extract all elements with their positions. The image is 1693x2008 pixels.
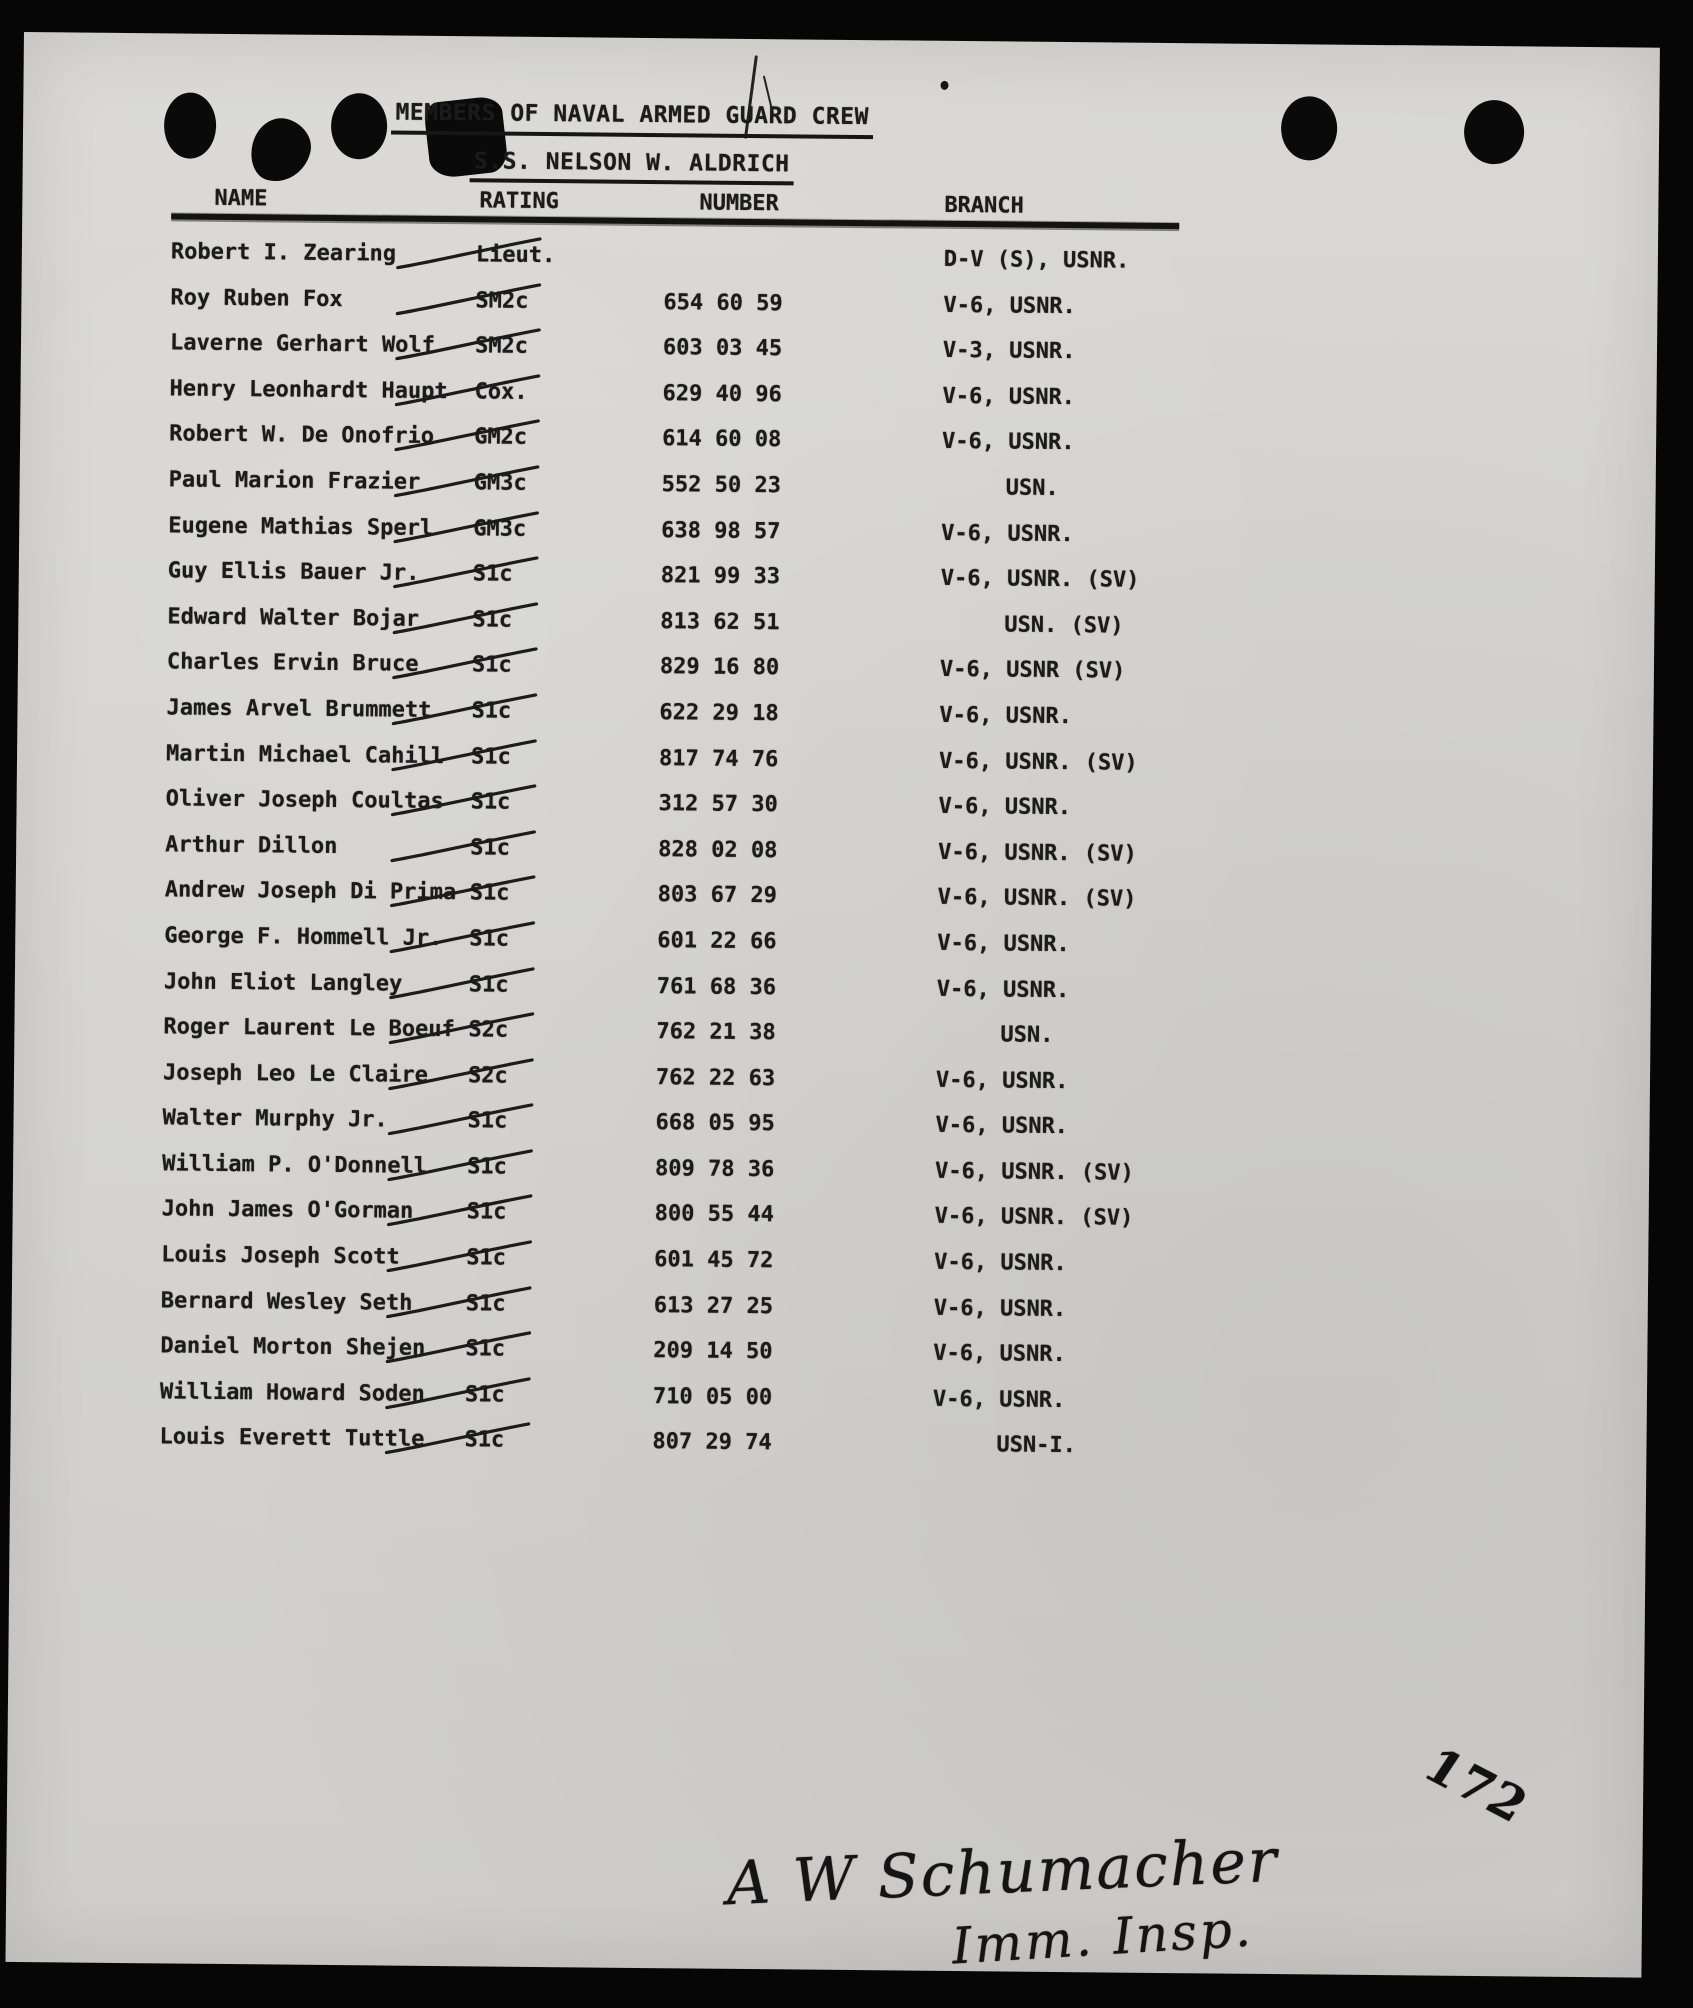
crew-number: 654 60 59 (663, 289, 783, 316)
crew-name: Paul Marion Frazier (168, 467, 421, 495)
crew-number: 552 50 23 (661, 472, 782, 499)
checkmark-slash-icon (388, 781, 538, 822)
crew-rating: S1c (464, 1427, 505, 1454)
crew-rating: S2c (468, 1017, 509, 1043)
crew-branch: V-6, USNR. (932, 1386, 1066, 1413)
crew-number: 821 99 33 (660, 563, 781, 590)
crew-name: Charles Ervin Bruce (166, 649, 419, 678)
crew-name: Eugene Mathias Sperl (168, 512, 434, 541)
crew-name: John James O'Gorman (161, 1196, 414, 1225)
crew-name: Martin Michael Cahill (165, 740, 445, 769)
crew-branch: V-6, USNR (SV) (939, 657, 1126, 684)
crew-rating: S1c (465, 1336, 506, 1362)
crew-branch: V-6, USNR. (SV) (938, 839, 1137, 867)
crew-name: Louis Everett Tuttle (159, 1424, 425, 1453)
crew-number: 762 22 63 (655, 1064, 776, 1091)
crew-number: 762 21 38 (656, 1019, 776, 1046)
crew-branch: V-6, USNR. (936, 976, 1070, 1003)
crew-branch: V-6, USNR. (942, 383, 1076, 410)
checkmark-slash-icon (383, 1328, 533, 1369)
crew-number: 803 67 29 (657, 882, 778, 909)
crew-rating: S1c (471, 652, 512, 679)
crew-branch: V-3, USNR. (942, 338, 1076, 365)
paper-sheet (5, 32, 1659, 1978)
crew-rating: S1c (464, 1382, 505, 1408)
column-header-name: NAME (214, 185, 268, 212)
crew-number: 601 22 66 (657, 928, 777, 955)
ship-name: S.S. NELSON W. ALDRICH (470, 148, 794, 185)
crew-number: 622 29 18 (659, 700, 779, 727)
crew-rating: S1c (466, 1245, 507, 1271)
crew-name: Laverne Gerhart Wolf (169, 330, 436, 359)
crew-number: 613 27 25 (653, 1292, 774, 1319)
crew-branch: USN. (1000, 1022, 1054, 1049)
crew-branch: V-6, USNR. (941, 429, 1075, 456)
crew-name: Henry Leonhardt Haupt (169, 376, 448, 404)
crew-name: William Howard Soden (159, 1379, 425, 1407)
crew-number: 668 05 95 (655, 1110, 775, 1137)
crew-rating: S1c (470, 835, 511, 861)
crew-name: Guy Ellis Bauer Jr. (167, 558, 420, 586)
crew-number: 601 45 72 (654, 1247, 774, 1274)
crew-rating: Lieut. (475, 242, 556, 269)
crew-number: 638 98 57 (661, 517, 781, 544)
crew-rating: S1c (472, 561, 513, 587)
crew-rating: GM3c (473, 470, 527, 496)
crew-number: 800 55 44 (654, 1201, 775, 1228)
checkmark-slash-icon (389, 689, 539, 730)
crew-rating: S1c (465, 1290, 506, 1317)
crew-rating: S1c (472, 607, 513, 633)
checkmark-slash-icon (388, 826, 538, 867)
crew-number: 209 14 50 (653, 1338, 773, 1365)
crew-name: Bernard Wesley Seth (160, 1288, 413, 1316)
crew-number: 614 60 08 (662, 426, 782, 453)
crew-name: Louis Joseph Scott (161, 1242, 400, 1270)
crew-rating: S2c (467, 1062, 508, 1089)
column-header-branch: BRANCH (944, 192, 1024, 219)
checkmark-slash-icon (383, 1373, 533, 1414)
checkmark-slash-icon (391, 553, 541, 594)
crew-name: James Arvel Brummett (166, 695, 432, 723)
crew-branch: V-6, USNR. (934, 1249, 1067, 1277)
checkmark-slash-icon (385, 1145, 535, 1186)
crew-name: Walter Murphy Jr. (162, 1105, 388, 1133)
checkmark-slash-icon (386, 1009, 536, 1050)
crew-branch: V-6, USNR. (SV) (938, 748, 1138, 776)
crew-name: Roger Laurent Le Boeuf (163, 1014, 455, 1043)
crew-number: 761 68 36 (656, 973, 777, 1000)
checkmark-slash-icon (390, 598, 540, 639)
crew-number: 813 62 51 (660, 608, 780, 636)
crew-name: Daniel Morton Shejen (160, 1333, 426, 1362)
checkmark-slash-icon (382, 1419, 532, 1460)
crew-rating: S1c (469, 880, 510, 907)
crew-rating: S1c (470, 789, 511, 815)
crew-rating: S1c (467, 1154, 507, 1180)
crew-table (10, 238, 1658, 1485)
crew-number: 710 05 00 (652, 1383, 773, 1411)
crew-number: 809 78 36 (654, 1155, 775, 1183)
crew-name: John Eliot Langley (163, 968, 403, 997)
crew-rating: S1c (471, 698, 512, 724)
crew-branch: V-6, USNR. (937, 930, 1070, 957)
checkmark-slash-icon (385, 1191, 535, 1232)
crew-number: 629 40 96 (662, 380, 782, 408)
checkmark-slash-icon (387, 963, 537, 1004)
crew-rating: S1c (467, 1108, 508, 1134)
crew-name: Arthur Dillon (165, 832, 338, 859)
crew-branch: USN. (SV) (1004, 612, 1124, 639)
crew-number: 312 57 30 (658, 791, 778, 818)
crew-number: 603 03 45 (662, 335, 783, 362)
crew-rating: SM2c (475, 287, 529, 314)
crew-branch: D-V (S), USNR. (943, 246, 1130, 274)
crew-rating: S1c (470, 743, 511, 770)
column-header-rating: RATING (479, 188, 560, 215)
crew-branch: USN-I. (996, 1432, 1077, 1459)
header-rule (171, 213, 1179, 229)
crew-branch: V-6, USNR. (SV) (937, 885, 1137, 913)
checkmark-slash-icon (386, 1054, 536, 1095)
crew-branch: V-6, USNR. (941, 520, 1074, 547)
signature-name: A W Schumacher (725, 1825, 1280, 1920)
checkmark-slash-icon (384, 1237, 534, 1278)
crew-branch: V-6, USNR. (SV) (940, 565, 1140, 593)
crew-number: 817 74 76 (658, 745, 779, 772)
crew-name: Andrew Joseph Di Prima (164, 877, 457, 906)
crew-rating: GM3c (473, 515, 527, 542)
crew-rating: SM2c (474, 333, 529, 360)
crew-rating: S1c (468, 971, 509, 998)
crew-name: Robert W. De Onofrio (169, 421, 435, 450)
crew-branch: V-6, USNR. (SV) (934, 1158, 1134, 1186)
page-title: MEMBERS OF NAVAL ARMED GUARD CREW (391, 100, 873, 140)
crew-rating: GM2c (474, 424, 528, 451)
crew-name: Edward Walter Bojar (167, 604, 420, 632)
page-number-stamp: 172 (1413, 1737, 1539, 1835)
crew-branch: V-6, USNR. (SV) (934, 1204, 1134, 1232)
crew-number: 829 16 80 (659, 654, 780, 681)
crew-branch: V-6, USNR. (935, 1113, 1069, 1140)
hole-punch (1281, 96, 1338, 161)
crew-name: Oliver Joseph Coultas (165, 786, 444, 815)
signature-title: Imm. Insp. (950, 1899, 1256, 1976)
checkmark-slash-icon (385, 1100, 535, 1141)
crew-number: 828 02 08 (658, 836, 778, 863)
crew-branch: V-6, USNR. (933, 1295, 1067, 1322)
crew-branch: V-6, USNR. (943, 292, 1076, 319)
crew-name: William P. O'Donnell (162, 1151, 428, 1179)
crew-branch: V-6, USNR. (935, 1067, 1069, 1094)
crew-branch: V-6, USNR. (938, 793, 1072, 821)
subtitle-block (23, 144, 1241, 190)
crew-name: Robert I. Zearing (170, 239, 397, 267)
crew-branch: USN. (1005, 475, 1059, 501)
checkmark-slash-icon (388, 872, 538, 913)
crew-rating: S1c (469, 926, 510, 952)
column-header-number: NUMBER (699, 190, 779, 217)
crew-name: George F. Hommell Jr. (164, 923, 443, 951)
crew-branch: V-6, USNR. (933, 1341, 1066, 1368)
crew-branch: V-6, USNR. (939, 702, 1073, 730)
checkmark-slash-icon (389, 735, 539, 776)
checkmark-slash-icon (390, 644, 540, 685)
crew-rating: S1c (466, 1199, 507, 1226)
crew-rating: Cox. (474, 379, 528, 405)
hole-punch (1464, 100, 1525, 165)
ink-dot (940, 81, 948, 90)
checkmark-slash-icon (384, 1282, 534, 1323)
checkmark-slash-icon (387, 917, 537, 958)
crew-name: Roy Ruben Fox (170, 285, 343, 312)
crew-number: 807 29 74 (652, 1429, 772, 1456)
crew-name: Joseph Leo Le Claire (162, 1060, 429, 1088)
